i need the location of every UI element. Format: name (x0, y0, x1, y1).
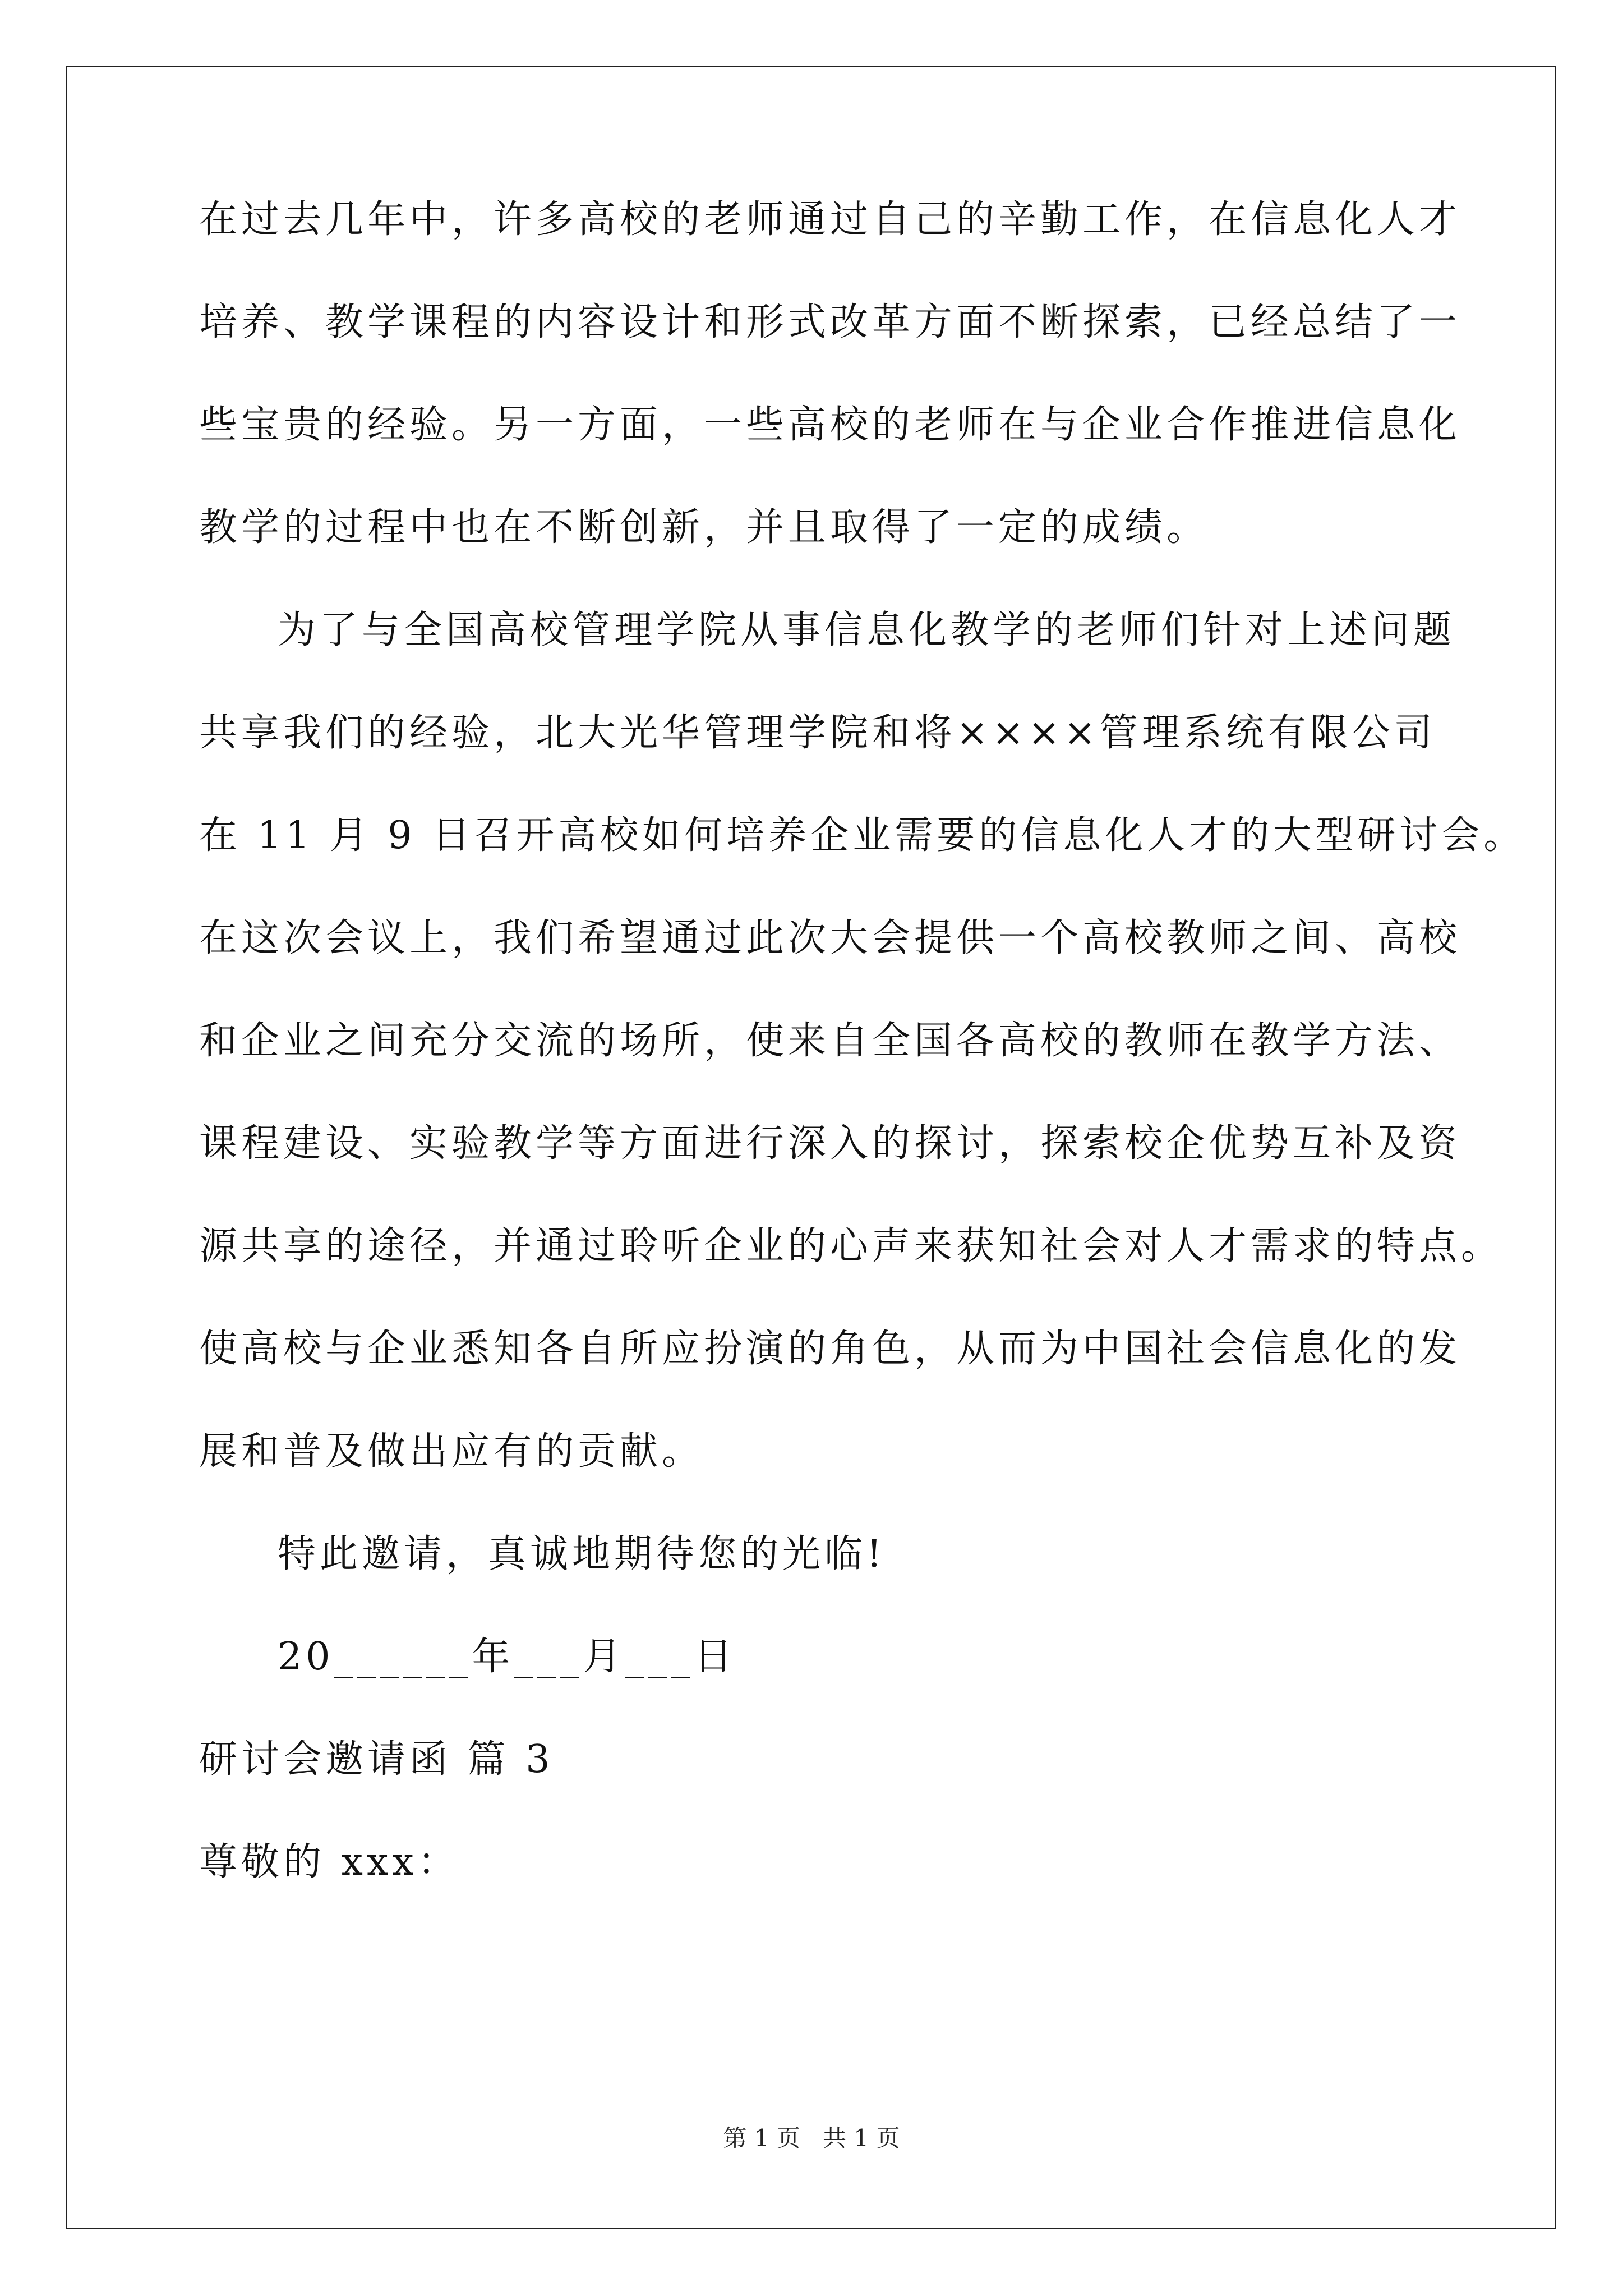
paragraph-1-line-3: 些宝贵的经验。另一方面，一些高校的老师在与企业合作推进信息化 (199, 403, 1461, 447)
paragraph-2-line-9: 展和普及做出应有的贡献。 (199, 1429, 704, 1474)
date-line: 20______年___月___日 (278, 1635, 736, 1679)
paragraph-1-line-1: 在过去几年中，许多高校的老师通过自己的辛勤工作，在信息化人才 (199, 197, 1461, 242)
paragraph-2-line-6: 课程建设、实验教学等方面进行深入的探讨，探索校企优势互补及资 (199, 1121, 1461, 1166)
paragraph-1-line-2: 培养、教学课程的内容设计和形式改革方面不断探索，已经总结了一 (199, 300, 1461, 344)
paragraph-1-line-4: 教学的过程中也在不断创新，并且取得了一定的成绩。 (199, 505, 1209, 550)
paragraph-2-line-3: 在 11 月 9 日召开高校如何培养企业需要的信息化人才的大型研讨会。 (199, 813, 1526, 858)
page-footer: 第 1 页 共 1 页 (723, 2124, 900, 2152)
invitation-closing: 特此邀请，真诚地期待您的光临! (278, 1532, 886, 1576)
salutation: 尊敬的 xxx： (199, 1840, 460, 1884)
paragraph-2-line-1: 为了与全国高校管理学院从事信息化教学的老师们针对上述问题 (278, 608, 1456, 652)
section-heading: 研讨会邀请函 篇 3 (199, 1737, 554, 1782)
paragraph-2-line-2: 共享我们的经验，北大光华管理学院和将××××管理系统有限公司 (199, 711, 1436, 755)
paragraph-2-line-8: 使高校与企业悉知各自所应扮演的角色，从而为中国社会信息化的发 (199, 1327, 1461, 1371)
paragraph-2-line-7: 源共享的途径，并通过聆听企业的心声来获知社会对人才需求的特点。 (199, 1224, 1504, 1268)
paragraph-2-line-4: 在这次会议上，我们希望通过此次大会提供一个高校教师之间、高校 (199, 916, 1461, 960)
paragraph-2-line-5: 和企业之间充分交流的场所，使来自全国各高校的教师在教学方法、 (199, 1019, 1461, 1063)
